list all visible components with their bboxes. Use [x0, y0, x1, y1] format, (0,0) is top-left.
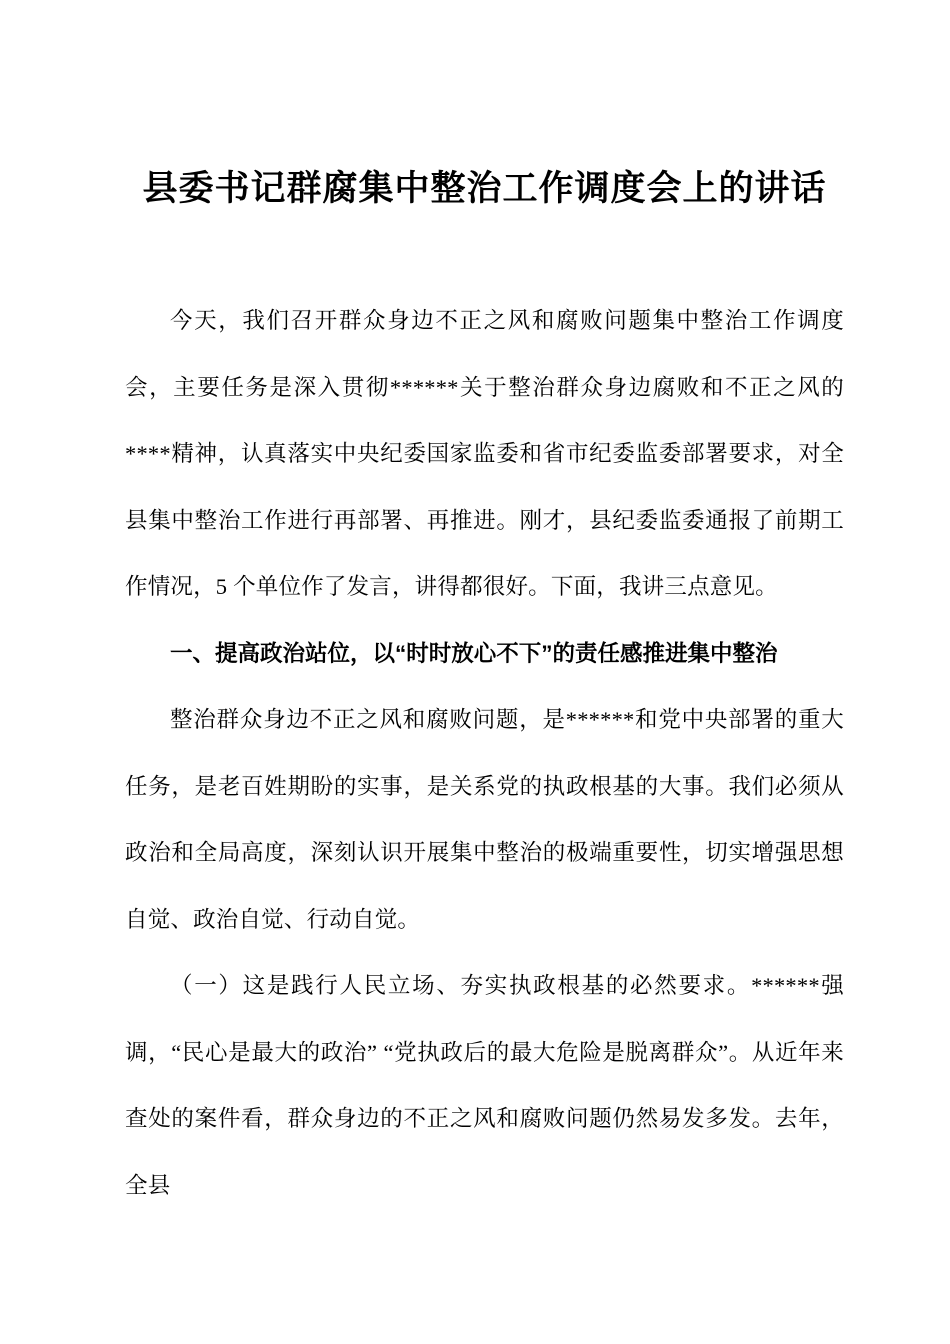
- paragraph-intro: 今天，我们召开群众身边不正之风和腐败问题集中整治工作调度会，主要任务是深入贯彻******关于整治群众身边腐败和不正之风的****精神，认真落实中央纪委国家监委和省市纪委监委部署要求，对全县集中整治工作进行再部署、再推进。刚才，县纪委监委通报了前期工作情况，5 个单位作了发言，讲得都很好。下面，我讲三点意见。: [125, 308, 844, 599]
- paragraph-subpoint-1: （一）这是践行人民立场、夯实执政根基的必然要求。******强调，“民心是最大的政治” “党执政后的最大危险是脱离群众”。从近年来查处的案件看，群众身边的不正之风和腐败问题仍然易发多发。去年，全县: [125, 973, 844, 1198]
- document-title: 县委书记群腐集中整治工作调度会上的讲话: [142, 169, 827, 208]
- paragraph-section1-lead: 整治群众身边不正之风和腐败问题，是******和党中央部署的重大任务，是老百姓期盼的实事，是关系党的执政根基的大事。我们必须从政治和全局高度，深刻认识开展集中整治的极端重要性，切实增强思想自觉、政治自觉、行动自觉。: [125, 707, 844, 932]
- section-heading-1: 一、提高政治站位，以“时时放心不下”的责任感推进集中整治: [170, 640, 778, 666]
